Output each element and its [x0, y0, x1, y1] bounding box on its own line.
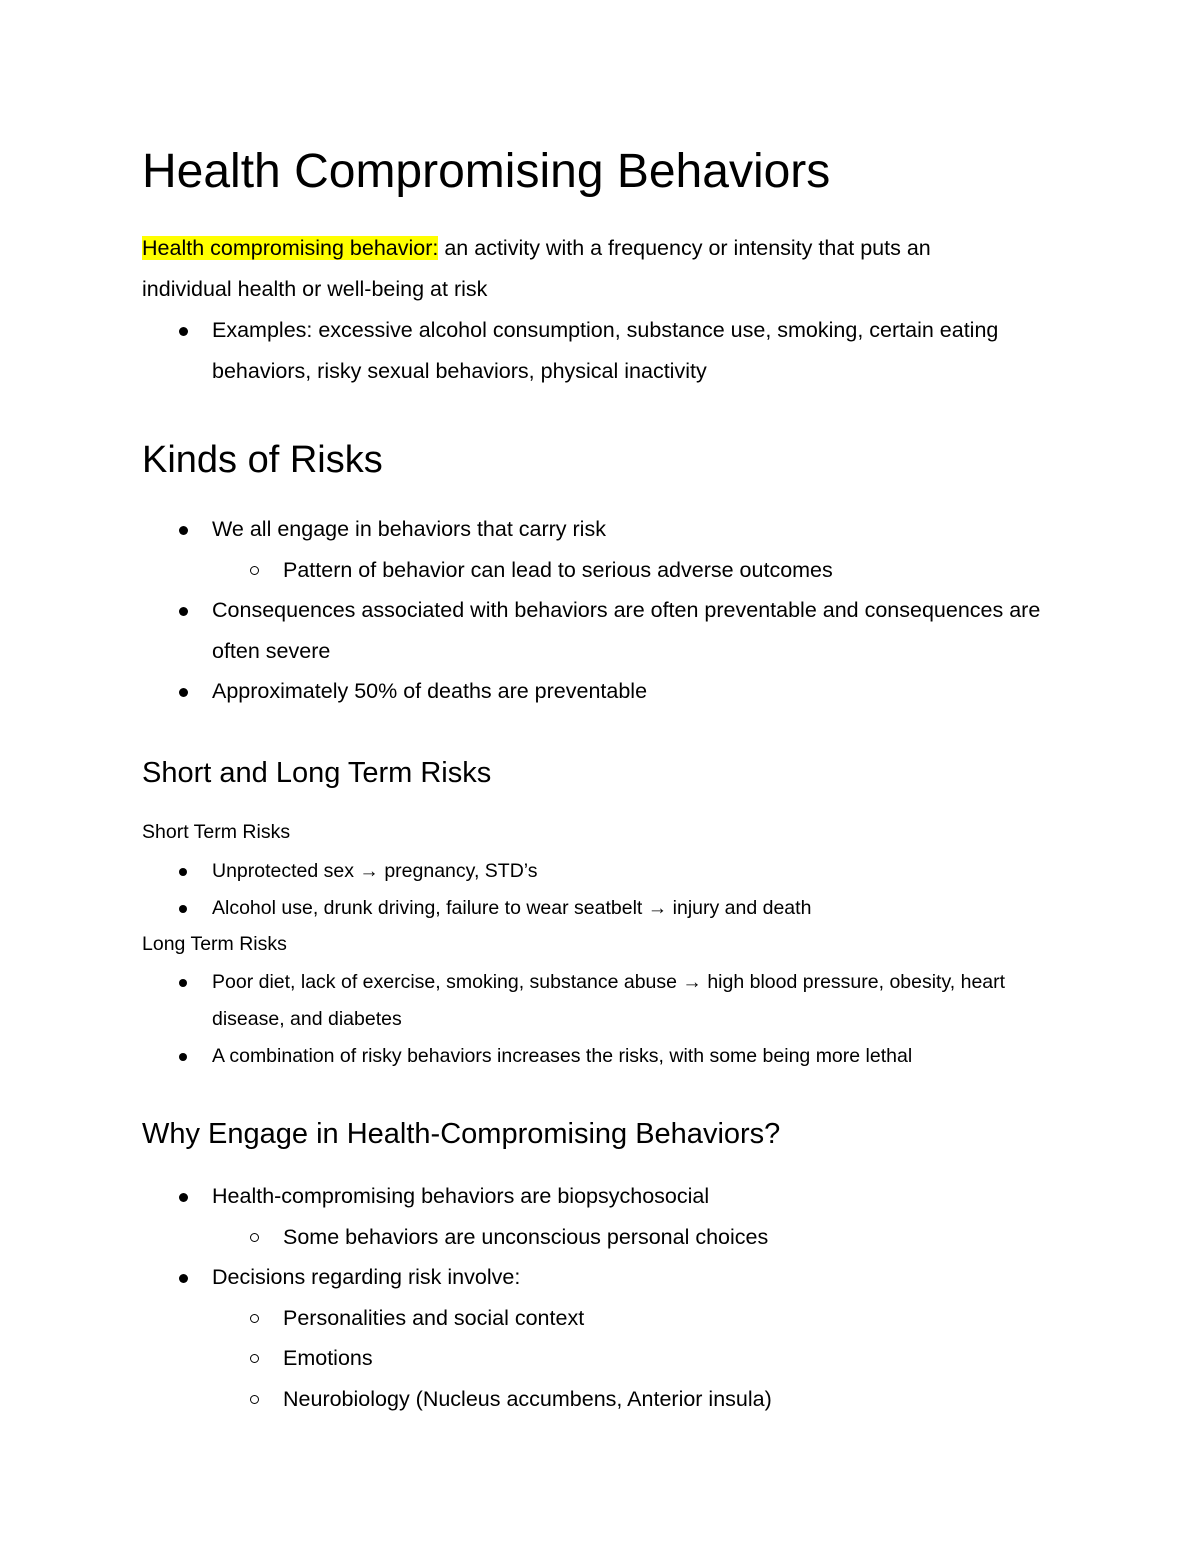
list-item	[142, 964, 1047, 1038]
list-item-text: Pattern of behavior can lead to serious adverse outcomes	[283, 557, 833, 582]
examples-list	[142, 310, 1047, 391]
list-item	[142, 671, 1047, 712]
definition-paragraph	[142, 228, 1042, 309]
list-item-text: Poor diet, lack of exercise, smoking, substance abuse → high blood pressure, obesity, heart disease, and diabetes	[212, 971, 1006, 1030]
long-term-label: Long Term Risks	[142, 933, 287, 955]
section-heading-short-long: Short and Long Term Risks	[142, 757, 492, 789]
list-item	[142, 1338, 1047, 1379]
highlighted-term: Health compromising behavior:	[142, 236, 439, 260]
list-item	[142, 890, 1047, 927]
short-term-label: Short Term Risks	[142, 821, 291, 843]
definition-text-line2: individual health or well-being at risk	[142, 276, 488, 301]
definition-text-line1: an activity with a frequency or intensity that puts an	[438, 236, 931, 260]
list-item	[142, 1217, 1047, 1258]
section-heading-why-engage: Why Engage in Health-Compromising Behaviors?	[142, 1118, 781, 1150]
list-item	[142, 550, 1047, 591]
document-title: Health Compromising Behaviors	[142, 145, 831, 198]
short-term-list	[142, 853, 1047, 927]
list-item	[142, 1379, 1047, 1420]
list-item-text: Emotions	[283, 1346, 373, 1370]
list-item-text: Unprotected sex → pregnancy, STD’s	[212, 860, 538, 882]
kinds-of-risks-list	[142, 509, 1047, 712]
list-item-text: We all engage in behaviors that carry risk	[212, 517, 606, 541]
list-item-text: Consequences associated with behaviors are often preventable and consequences are often severe	[212, 598, 1041, 663]
list-item-text: Some behaviors are unconscious personal choices	[283, 1224, 769, 1249]
list-item	[142, 1298, 1047, 1339]
list-item	[142, 853, 1047, 890]
list-item	[142, 590, 1047, 671]
list-item-text: A combination of risky behaviors increases the risks, with some being more lethal	[212, 1044, 913, 1067]
list-item	[142, 509, 1047, 550]
list-item-text: Neurobiology (Nucleus accumbens, Anterior insula)	[283, 1386, 772, 1411]
long-term-list	[142, 964, 1047, 1074]
list-item	[142, 1038, 1047, 1075]
list-item	[142, 1176, 1047, 1217]
list-item-text: Personalities and social context	[283, 1305, 585, 1330]
why-engage-list	[142, 1176, 1047, 1419]
list-item-text: Health-compromising behaviors are biopsychosocial	[212, 1184, 710, 1208]
list-item	[142, 310, 1047, 391]
list-item-text: Alcohol use, drunk driving, failure to wear seatbelt → injury and death	[212, 896, 812, 919]
section-heading-kinds-of-risks: Kinds of Risks	[142, 439, 383, 481]
list-item	[142, 1257, 1047, 1298]
list-item-text: Examples: excessive alcohol consumption, substance use, smoking, certain eating behaviors, risky sexual behaviors, physical inactivity	[212, 318, 999, 383]
list-item-text: Decisions regarding risk involve:	[212, 1265, 521, 1289]
list-item-text: Approximately 50% of deaths are preventable	[212, 679, 648, 703]
